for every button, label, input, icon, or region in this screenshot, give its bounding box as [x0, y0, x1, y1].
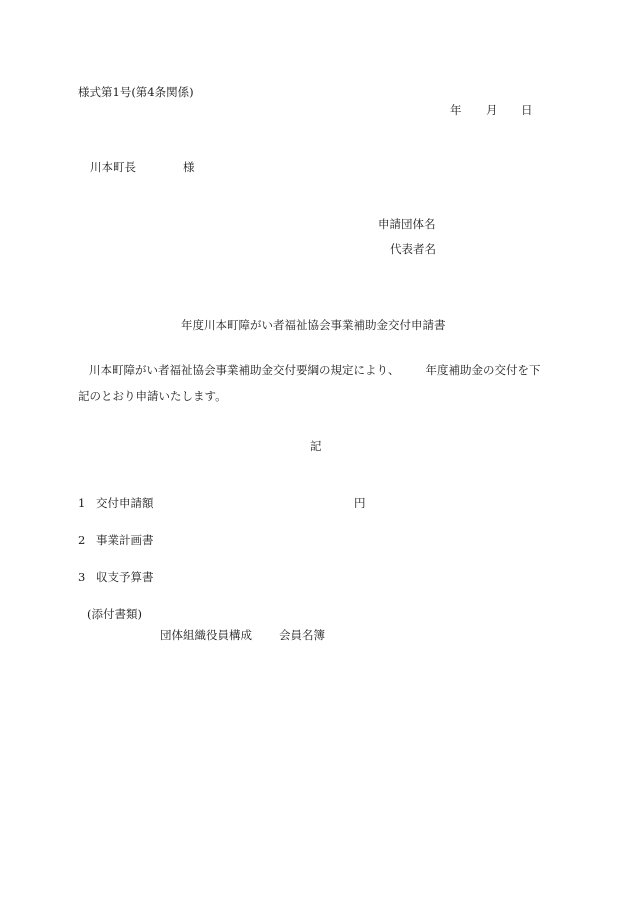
- body-line-2: 記のとおり申請いたします。: [78, 389, 227, 403]
- body-line-1: [78, 357, 550, 383]
- form-number: 様式第1号(第4条関係): [78, 85, 194, 99]
- ki-marker: 記: [310, 439, 322, 453]
- addressee-honorific: 様: [183, 160, 195, 174]
- attachment-doc-1: 団体組織役員構成: [160, 628, 252, 642]
- document-title: 年度川本町障がい者福祉協会事業補助金交付申請書: [181, 318, 446, 332]
- body-paragraph: [78, 357, 550, 409]
- item-number-1: 1: [78, 496, 86, 510]
- date-year-label: 年: [450, 103, 462, 117]
- item-label-3: 収支予算書: [96, 570, 154, 584]
- addressee-name: 川本町長: [90, 160, 136, 174]
- applicant-org-label: 申請団体名: [378, 217, 436, 231]
- attachment-doc-2: 会員名簿: [279, 628, 325, 642]
- item-label-2: 事業計画書: [96, 533, 154, 547]
- date-month-label: 月: [486, 103, 498, 117]
- applicant-rep-label: 代表者名: [390, 242, 436, 256]
- item-label-1: 交付申請額: [96, 496, 154, 510]
- item-number-2: 2: [78, 533, 86, 547]
- body-line-1-text-a: 川本町障がい者福祉協会事業補助金交付要綱の規定により、: [89, 363, 400, 377]
- date-day-label: 日: [521, 103, 533, 117]
- attachments-heading: (添付書類): [87, 607, 142, 621]
- item-unit-1: 円: [354, 496, 366, 510]
- item-number-3: 3: [78, 570, 86, 584]
- body-line-1-text-b: 年度補助金の交付を下: [425, 363, 541, 377]
